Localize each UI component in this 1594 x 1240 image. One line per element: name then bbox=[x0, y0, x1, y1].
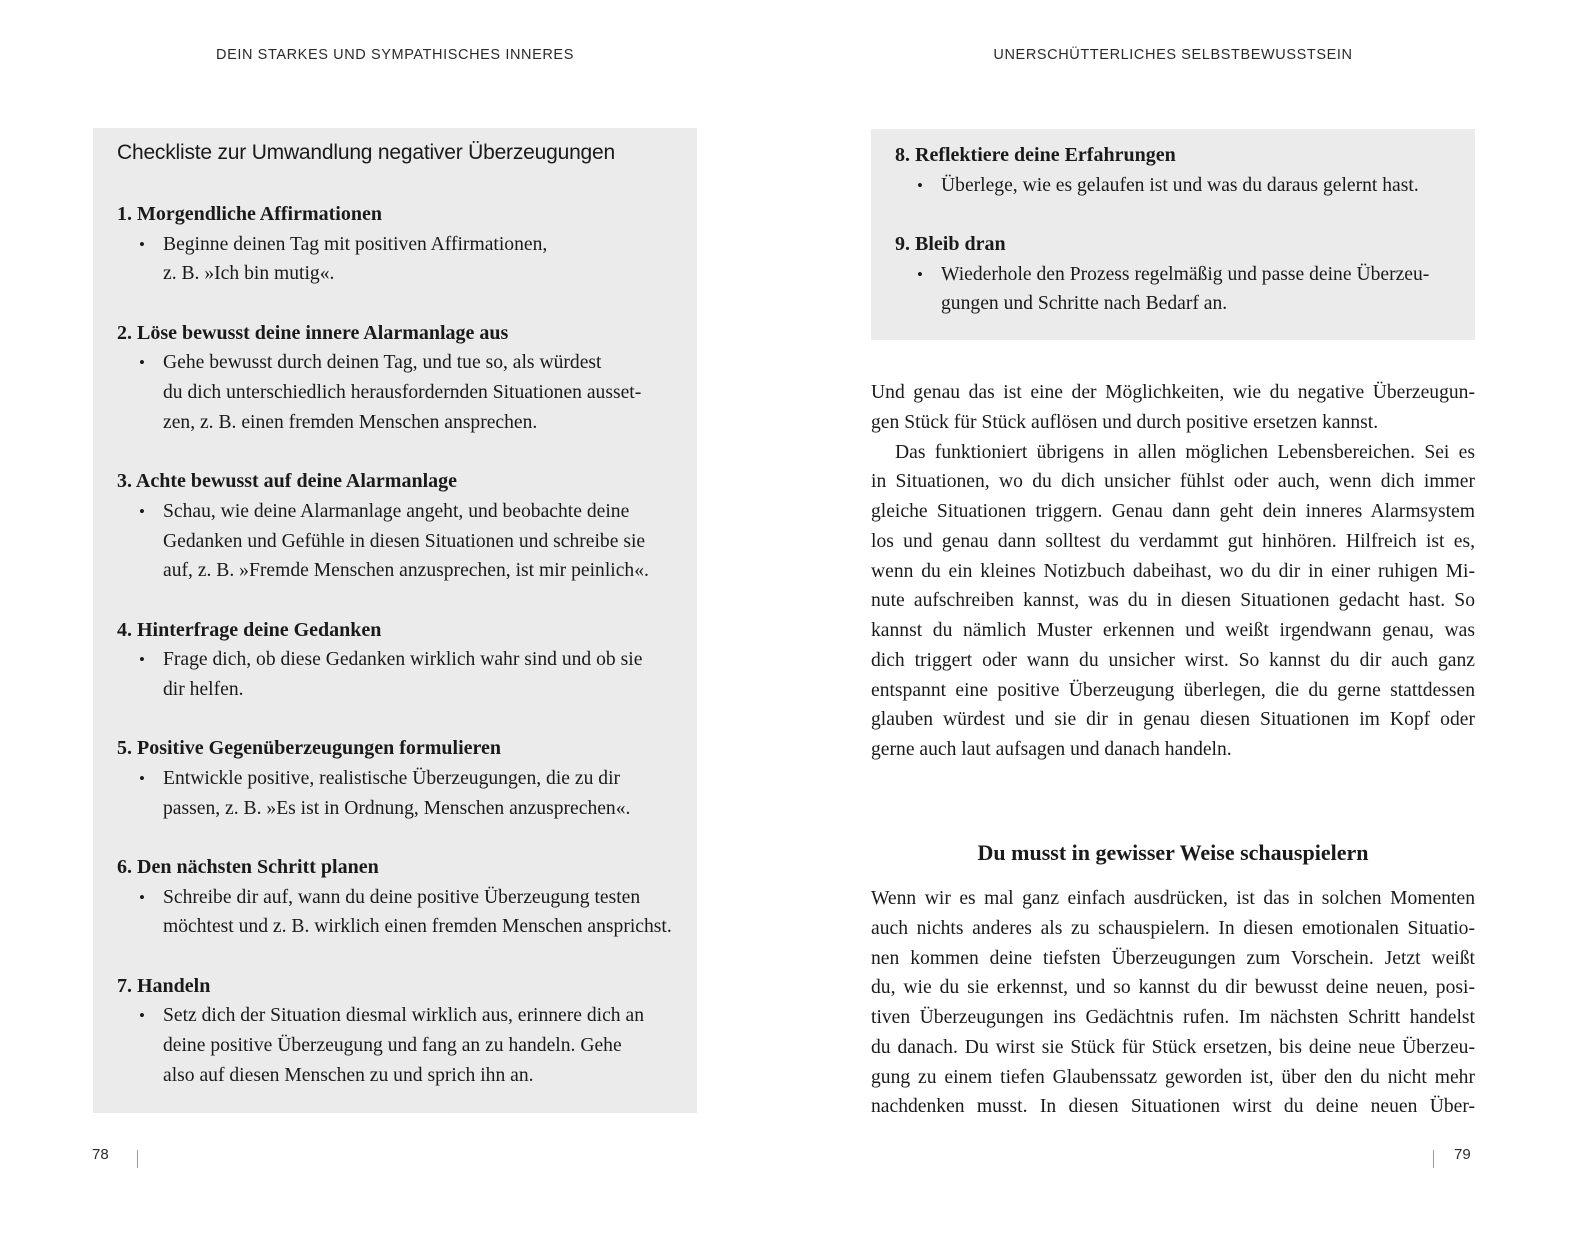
checklist-box-continued bbox=[871, 129, 1475, 340]
paragraph-2-line: Das funktioniert übrigens in allen möglichen Lebensbereichen. Sei es bbox=[895, 441, 1475, 463]
paragraph-1-line: gen Stück für Stück auflösen und durch positive ersetzen kannst. bbox=[871, 411, 1379, 433]
bullet-point: • Gehe bewusst durch deinen Tag, und tue so, als würdest du dich unterschiedlich herausfordernden Situationen ausset- zen, z. B. einen fremden Menschen ansprechen. bbox=[117, 348, 681, 437]
paragraph-2-line: wenn du ein kleines Notizbuch dabeihast, wo du dir in einer ruhigen Mi- bbox=[871, 560, 1475, 582]
paragraph-2-line: nute aufschreiben kannst, was du in diesen Situationen gedacht hast. So bbox=[871, 590, 1475, 612]
paragraph-2-line: in Situationen, wo du dich unsicher fühlst oder auch, wenn dich immer bbox=[871, 471, 1475, 493]
checklist-item-8 bbox=[895, 141, 1459, 200]
bullet-point: • Schreibe dir auf, wann du deine positive Überzeugung testen möchtest und z. B. wirklich einen fremden Menschen ansprichst. bbox=[117, 883, 681, 942]
paragraph-2-line: dich triggert oder wann du unsicher wirst. So kannst du dir auch ganz bbox=[871, 649, 1475, 671]
right-page bbox=[797, 0, 1594, 1240]
bullet-point: • Entwickle positive, realistische Überzeugungen, die zu dir passen, z. B. »Es ist in Ordnung, Menschen anzusprechen«. bbox=[117, 764, 681, 823]
item-heading: 2. Löse bewusst deine innere Alarmanlage aus bbox=[117, 321, 509, 344]
paragraph-2-line: glauben würdest und sie dir in genau diesen Situationen im Kopf oder bbox=[871, 709, 1475, 731]
paragraph-3-line: du, wie du sie erkennst, und so kannst du dir bewusst deine neuen, posi- bbox=[871, 977, 1475, 999]
checklist bbox=[117, 200, 681, 1120]
checklist-item-7 bbox=[117, 972, 681, 1091]
item-heading: 9. Bleib dran bbox=[895, 233, 1006, 255]
paragraph-2-line: gleiche Situationen triggern. Genau dann geht dein inneres Alarmsystem bbox=[871, 501, 1475, 522]
paragraph-3-line: auch nichts anderes als zu schauspielern. In diesen emotionalen Situatio- bbox=[871, 917, 1475, 939]
item-heading: 1. Morgendliche Affirmationen bbox=[117, 203, 382, 225]
folio-divider-left bbox=[137, 1150, 138, 1168]
paragraph-3-line: nachdenken musst. In diesen Situationen wirst du deine neuen Über- bbox=[871, 1096, 1475, 1118]
page-number-left: 78 bbox=[92, 1146, 109, 1163]
item-heading: 8. Reflektiere deine Erfahrungen bbox=[895, 144, 1176, 166]
paragraph-1-line: Und genau das ist eine der Möglichkeiten, wie du negative Überzeugun- bbox=[871, 382, 1475, 403]
checklist-item-9 bbox=[895, 230, 1459, 319]
paragraph-3-line: gung zu einem tiefen Glaubenssatz geworden ist, über den du nicht mehr bbox=[871, 1066, 1475, 1088]
checklist-title: Checkliste zur Umwandlung negativer Überzeugungen bbox=[117, 141, 615, 164]
bullet-icon: • bbox=[139, 650, 145, 670]
checklist-item-5 bbox=[117, 734, 681, 823]
checklist-item-1 bbox=[117, 200, 681, 289]
checklist-item-6 bbox=[117, 853, 681, 942]
body-paragraph-3 bbox=[871, 884, 1475, 1122]
checklist-item-4 bbox=[117, 616, 681, 705]
paragraph-2-line: entspannt eine positive Überzeugung überlegen, die du gerne stattdessen bbox=[871, 679, 1475, 701]
paragraph-2-line: kannst du nämlich Muster erkennen und weißt irgendwann genau, was bbox=[871, 620, 1475, 641]
bullet-point: • Beginne deinen Tag mit positiven Affirmationen, z. B. »Ich bin mutig«. bbox=[117, 230, 681, 289]
bullet-icon: • bbox=[139, 501, 145, 521]
checklist-item-3 bbox=[117, 467, 681, 586]
checklist-continued bbox=[895, 141, 1459, 349]
running-head-right: UNERSCHÜTTERLICHES SELBSTBEWUSSTSEIN bbox=[993, 47, 1353, 63]
item-heading: 6. Den nächsten Schritt planen bbox=[117, 855, 379, 878]
bullet-icon: • bbox=[917, 175, 923, 195]
bullet-point: • Setz dich der Situation diesmal wirklich aus, erinnere dich an deine positive Überzeugung und fang an zu handeln. Gehe also auf diesen Menschen zu und sprich ihn an. bbox=[117, 1001, 681, 1090]
bullet-icon: • bbox=[139, 353, 145, 373]
paragraph-2-line: los und genau dann solltest du verdammt gut hinhören. Hilfreich ist es, bbox=[871, 530, 1475, 552]
bullet-icon: • bbox=[139, 1006, 145, 1026]
bullet-icon: • bbox=[917, 264, 923, 284]
section-heading: Du musst in gewisser Weise schauspielern bbox=[977, 840, 1369, 866]
item-heading: 3. Achte bewusst auf deine Alarmanlage bbox=[117, 470, 458, 493]
item-heading: 5. Positive Gegenüberzeugungen formulieren bbox=[117, 737, 502, 760]
paragraph-3-line: nen kommen deine tiefsten Überzeugungen zum Vorschein. Jetzt weißt bbox=[871, 947, 1475, 969]
item-heading: 7. Handeln bbox=[117, 974, 211, 997]
checklist-box bbox=[93, 128, 697, 1113]
paragraph-2-line: gerne auch laut aufsagen und danach handeln. bbox=[871, 739, 1232, 760]
item-heading: 4. Hinterfrage deine Gedanken bbox=[117, 618, 382, 641]
bullet-icon: • bbox=[139, 887, 145, 907]
folio-divider-right bbox=[1433, 1150, 1434, 1168]
page-number-right: 79 bbox=[1454, 1146, 1471, 1163]
bullet-point: • Überlege, wie es gelaufen ist und was du daraus gelernt hast. bbox=[895, 171, 1459, 201]
checklist-item-2 bbox=[117, 319, 681, 438]
paragraph-3-line: du danach. Du wirst sie Stück für Stück ersetzen, bis deine neue Überzeu- bbox=[871, 1036, 1475, 1058]
bullet-icon: • bbox=[139, 234, 145, 254]
body-paragraphs bbox=[871, 378, 1475, 765]
paragraph-3-line: tiven Überzeugungen ins Gedächtnis rufen. Im nächsten Schritt handelst bbox=[871, 1007, 1475, 1028]
bullet-point: • Frage dich, ob diese Gedanken wirklich wahr sind und ob sie dir helfen. bbox=[117, 645, 681, 704]
bullet-point: • Wiederhole den Prozess regelmäßig und passe deine Überzeu- gungen und Schritte nach Bedarf an. bbox=[895, 260, 1459, 319]
paragraph-3-line: Wenn wir es mal ganz einfach ausdrücken, ist das in solchen Momenten bbox=[871, 888, 1475, 909]
bullet-point: • Schau, wie deine Alarmanlage angeht, und beobachte deine Gedanken und Gefühle in diesen Situationen und schreibe sie auf, z. B. »Fremde Menschen anzusprechen, ist mir peinlich«. bbox=[117, 497, 681, 586]
running-head-left: DEIN STARKES UND SYMPATHISCHES INNERES bbox=[216, 47, 574, 63]
bullet-icon: • bbox=[139, 768, 145, 788]
